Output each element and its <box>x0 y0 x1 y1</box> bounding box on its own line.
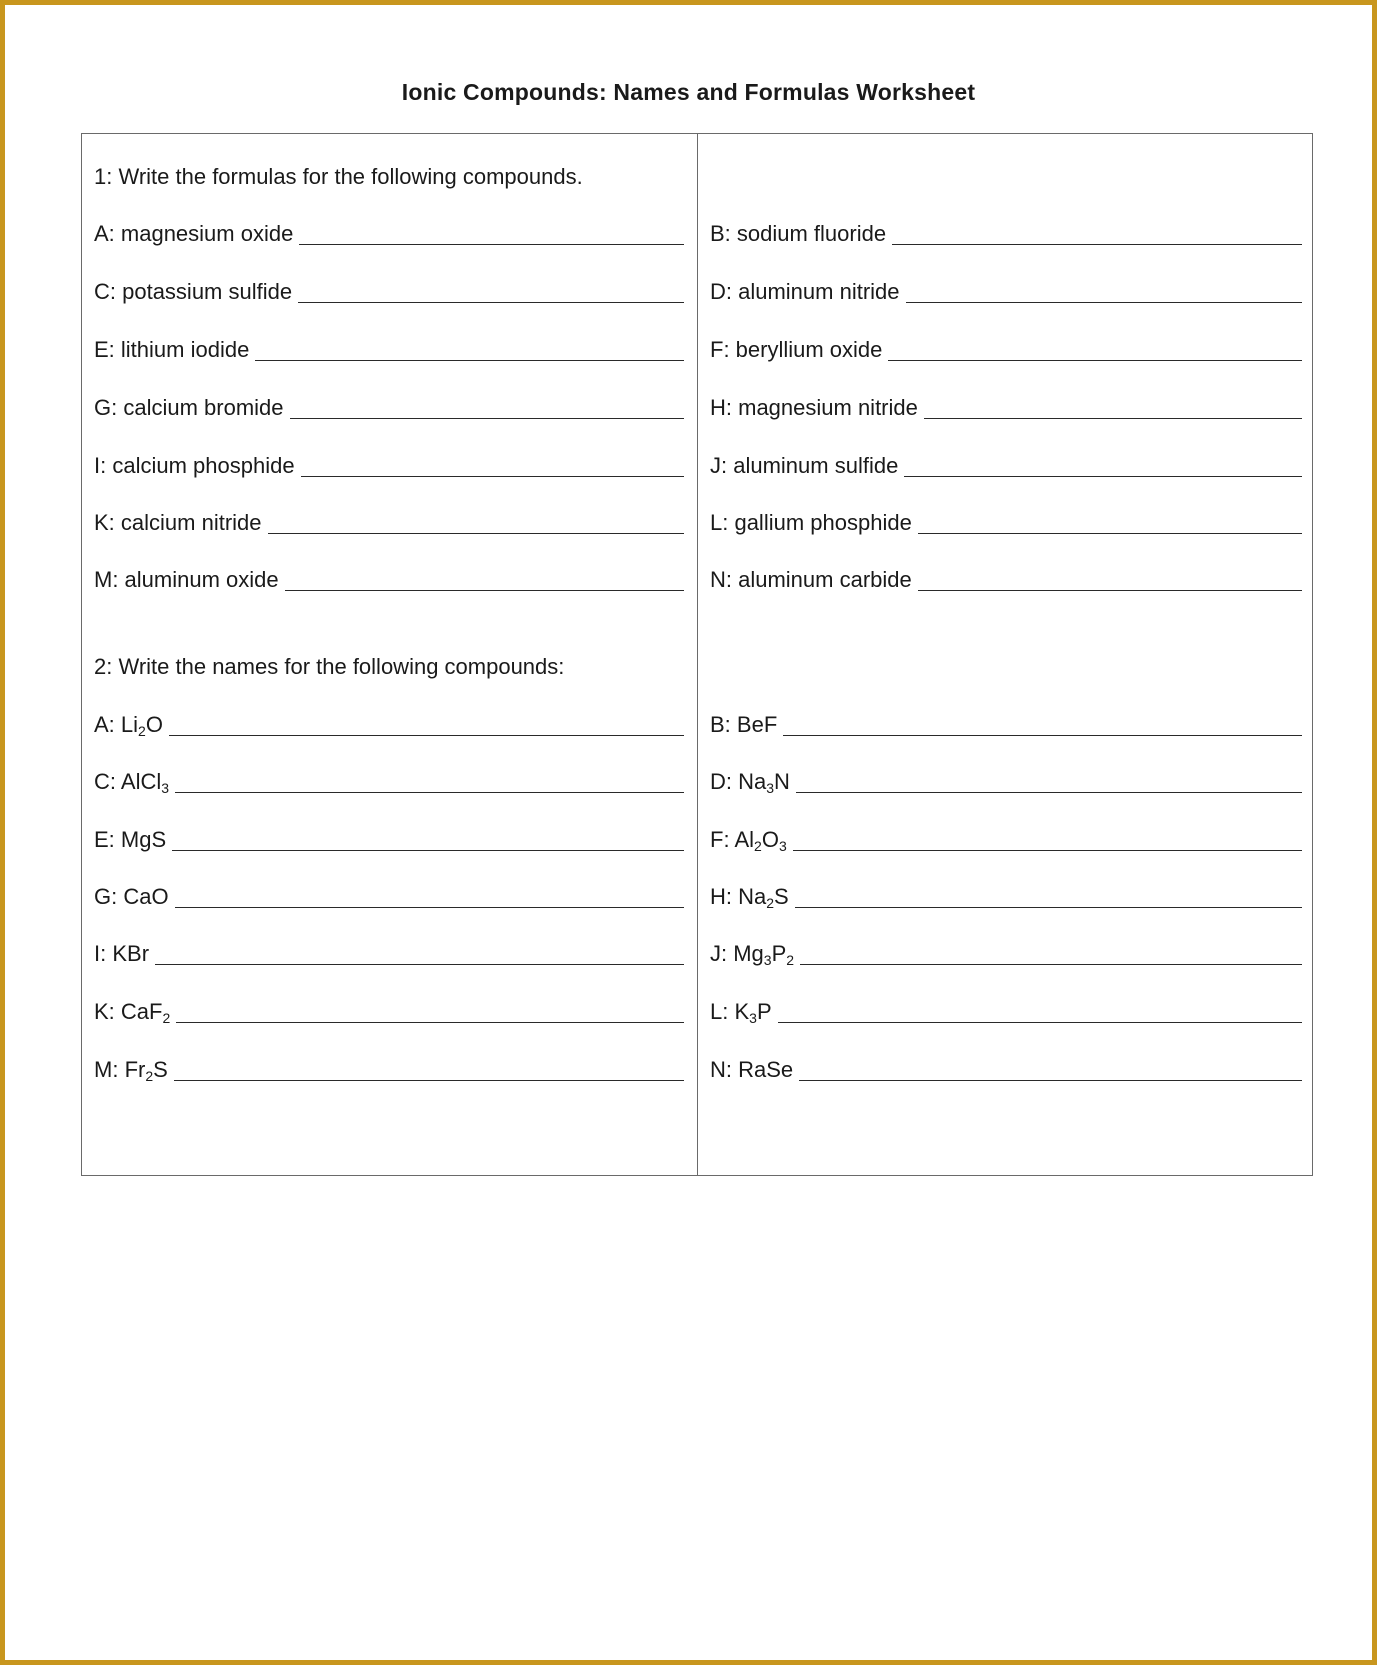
item-label: B: BeF <box>710 712 778 737</box>
item-label: N: RaSe <box>710 1057 794 1082</box>
answer-blank[interactable] <box>783 714 1302 736</box>
item-label: L: gallium phosphide <box>710 510 912 535</box>
section1-right-item[interactable] <box>710 337 1302 363</box>
answer-blank[interactable] <box>298 281 684 303</box>
answer-blank[interactable] <box>904 455 1302 477</box>
answer-blank[interactable] <box>799 1059 1302 1081</box>
item-label: H: $Na_2S$ <box>710 884 789 911</box>
item-label: H: magnesium nitride <box>710 395 918 420</box>
item-label: N: aluminum carbide <box>710 567 912 592</box>
section2-left-item[interactable] <box>94 999 684 1025</box>
section2-right-item[interactable] <box>710 999 1302 1025</box>
section1-right-item[interactable] <box>710 395 1302 421</box>
item-label: J: aluminum sulfide <box>710 453 899 478</box>
section2-left-item[interactable] <box>94 769 684 795</box>
section2-left-item[interactable] <box>94 1057 684 1083</box>
section1-heading: 1: Write the formulas for the following compounds. <box>94 164 583 189</box>
item-label: F: $Al_2O_3$ <box>710 827 787 854</box>
section1-left-item[interactable] <box>94 395 684 421</box>
item-label: M: $Fr_2S$ <box>94 1057 168 1084</box>
worksheet-table <box>81 133 1313 1176</box>
answer-blank[interactable] <box>906 281 1302 303</box>
column-divider <box>697 134 698 1175</box>
answer-blank[interactable] <box>176 1001 684 1023</box>
item-label: G: calcium bromide <box>94 395 284 420</box>
item-label: F: beryllium oxide <box>710 337 883 362</box>
section2-left-item[interactable] <box>94 884 684 910</box>
item-label: M: aluminum oxide <box>94 567 279 592</box>
section2-right-item[interactable] <box>710 941 1302 967</box>
answer-blank[interactable] <box>918 512 1302 534</box>
formula-subscript: 3 <box>766 780 775 796</box>
section1-left-item[interactable] <box>94 337 684 363</box>
item-label: C: potassium sulfide <box>94 279 293 304</box>
item-label: K: calcium nitride <box>94 510 262 535</box>
section2-right-item[interactable] <box>710 884 1302 910</box>
section1-left-item[interactable] <box>94 510 684 536</box>
section1-right-item[interactable] <box>710 279 1302 305</box>
answer-blank[interactable] <box>172 829 684 851</box>
section2-right-item[interactable] <box>710 712 1302 738</box>
section2-left-item[interactable] <box>94 827 684 853</box>
formula-subscript: 3 <box>778 838 787 854</box>
answer-blank[interactable] <box>290 397 684 419</box>
answer-blank[interactable] <box>793 829 1302 851</box>
formula-subscript: 2 <box>786 952 795 968</box>
right-column <box>710 134 1302 1175</box>
item-label: D: $Na_3N$ <box>710 769 790 796</box>
item-label: E: lithium iodide <box>94 337 250 362</box>
item-label: D: aluminum nitride <box>710 279 900 304</box>
answer-blank[interactable] <box>155 943 684 965</box>
answer-blank[interactable] <box>795 886 1302 908</box>
item-label: L: $K_3P$ <box>710 999 772 1026</box>
answer-blank[interactable] <box>778 1001 1302 1023</box>
answer-blank[interactable] <box>796 771 1302 793</box>
item-label: A: $Li_2O$ <box>94 712 163 739</box>
item-label: G: CaO <box>94 884 169 909</box>
section1-left-item[interactable] <box>94 279 684 305</box>
worksheet-title: Ionic Compounds: Names and Formulas Worksheet <box>401 79 976 105</box>
answer-blank[interactable] <box>268 512 684 534</box>
answer-blank[interactable] <box>174 1059 684 1081</box>
item-label: B: sodium fluoride <box>710 221 887 246</box>
answer-blank[interactable] <box>924 397 1302 419</box>
section1-right-item[interactable] <box>710 453 1302 479</box>
answer-blank[interactable] <box>299 223 684 245</box>
item-label: I: calcium phosphide <box>94 453 295 478</box>
section1-left-item[interactable] <box>94 567 684 593</box>
section2-right-item[interactable] <box>710 769 1302 795</box>
section1-left-item[interactable] <box>94 453 684 479</box>
section2-right-item[interactable] <box>710 827 1302 853</box>
section2-left-item[interactable] <box>94 712 684 738</box>
formula-subscript: 2 <box>754 838 762 854</box>
section1-right-item[interactable] <box>710 221 1302 247</box>
item-label: K: CaF$_2$ <box>94 999 171 1026</box>
answer-blank[interactable] <box>918 569 1302 591</box>
answer-blank[interactable] <box>175 771 684 793</box>
formula-subscript: 2 <box>138 723 146 739</box>
section2-heading: 2: Write the names for the following compounds: <box>94 654 565 679</box>
formula-subscript: 3 <box>763 952 772 968</box>
answer-blank[interactable] <box>888 339 1302 361</box>
answer-blank[interactable] <box>301 455 684 477</box>
answer-blank[interactable] <box>285 569 684 591</box>
section1-right-item[interactable] <box>710 510 1302 536</box>
formula-subscript: 2 <box>766 895 775 911</box>
formula-subscript: 3 <box>749 1010 757 1026</box>
item-label: E: MgS <box>94 827 167 852</box>
answer-blank[interactable] <box>169 714 684 736</box>
formula-subscript: 2 <box>162 1010 171 1026</box>
item-label: I: KBr <box>94 941 150 966</box>
formula-subscript: 3 <box>161 780 170 796</box>
section1-right-item[interactable] <box>710 567 1302 593</box>
section2-right-item[interactable] <box>710 1057 1302 1083</box>
item-label: A: magnesium oxide <box>94 221 294 246</box>
section1-left-item[interactable] <box>94 221 684 247</box>
answer-blank[interactable] <box>800 943 1302 965</box>
formula-subscript: 2 <box>145 1068 154 1084</box>
left-column <box>94 134 684 1175</box>
item-label: J: $Mg_3P_2$ <box>710 941 795 968</box>
answer-blank[interactable] <box>175 886 684 908</box>
item-label: C: AlCl$_3$ <box>94 769 170 796</box>
answer-blank[interactable] <box>892 223 1302 245</box>
section2-left-item[interactable] <box>94 941 684 967</box>
answer-blank[interactable] <box>255 339 684 361</box>
